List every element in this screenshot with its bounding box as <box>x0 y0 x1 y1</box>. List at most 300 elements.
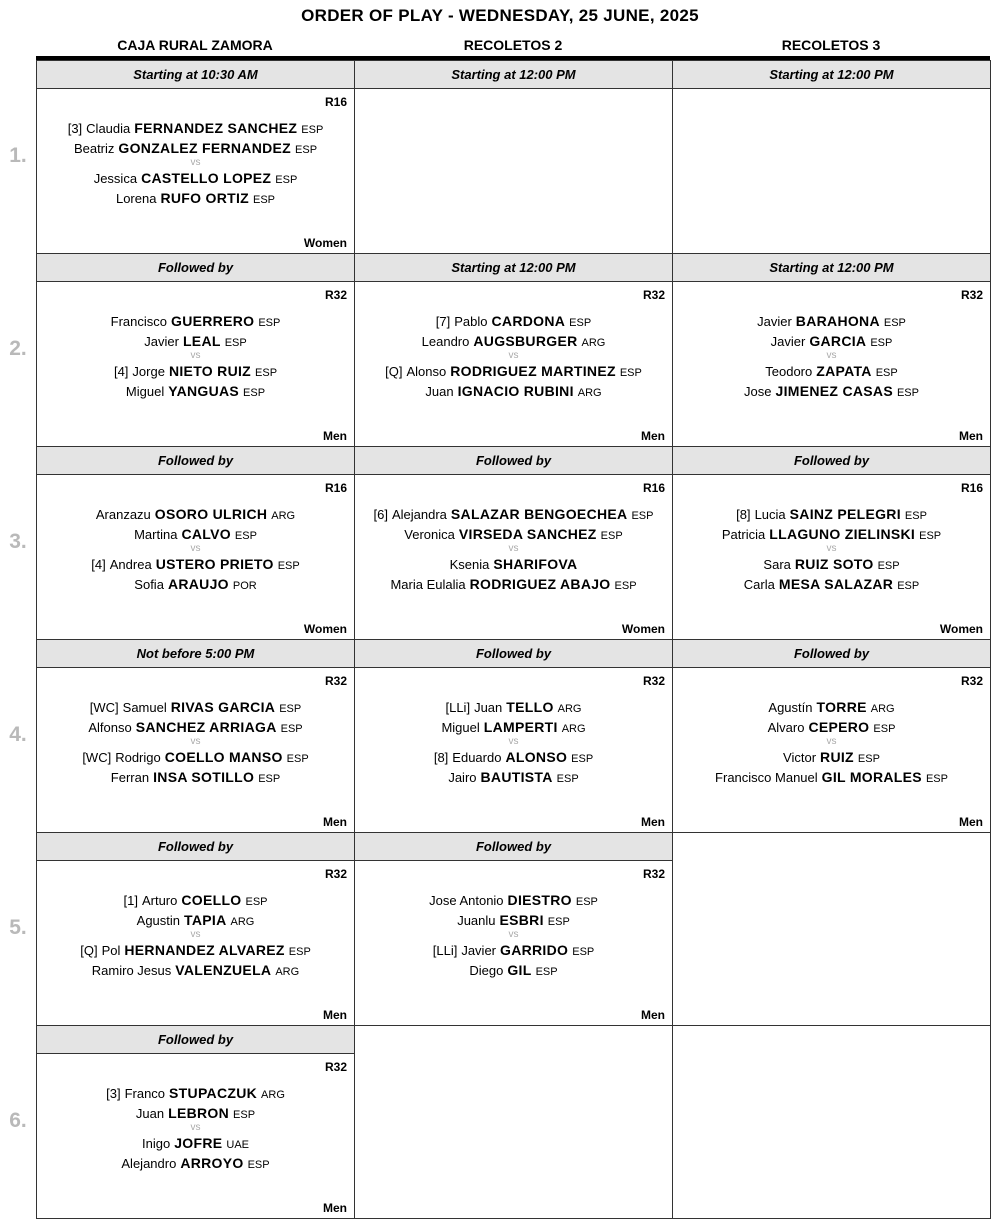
player-nationality: ESP <box>277 560 300 572</box>
player-line <box>37 910 354 930</box>
player-nationality: ESP <box>600 530 623 542</box>
player-surname: IGNACIO RUBINI <box>457 383 574 399</box>
match-cell <box>36 860 355 1026</box>
player-surname: BARAHONA <box>795 313 880 329</box>
player-line <box>37 574 354 594</box>
player-nationality: ESP <box>288 946 311 958</box>
category-label: Men <box>641 1008 665 1022</box>
player-seed: [1] <box>123 893 138 908</box>
player-nationality: ARG <box>561 723 586 735</box>
match-cell <box>672 474 991 640</box>
player-nationality: ESP <box>301 124 324 136</box>
round-label: R16 <box>960 481 983 495</box>
round-label: R32 <box>324 1060 347 1074</box>
player-first-name: Sara <box>763 557 791 572</box>
player-line <box>673 381 990 401</box>
player-surname: OSORO ULRICH <box>154 506 268 522</box>
player-first-name: Jose <box>744 384 772 399</box>
player-line <box>673 697 990 717</box>
player-first-name: Javier <box>770 334 806 349</box>
match-cell <box>672 667 991 833</box>
player-nationality: ARG <box>870 703 895 715</box>
player-line <box>37 1103 354 1123</box>
match-cell <box>354 860 673 1026</box>
category-label: Men <box>959 429 983 443</box>
player-nationality: ESP <box>572 946 595 958</box>
player-first-name: Carla <box>743 577 775 592</box>
player-line <box>37 138 354 158</box>
match-start-header: Followed by <box>354 639 673 668</box>
player-line <box>673 554 990 574</box>
player-seed: [Q] <box>385 364 403 379</box>
player-first-name: Agustin <box>136 913 181 928</box>
round-label: R32 <box>642 674 665 688</box>
player-nationality: ESP <box>233 1109 256 1121</box>
player-surname: SHARIFOVA <box>493 556 578 572</box>
match-start-header: Followed by <box>36 446 355 475</box>
player-nationality: ARG <box>271 510 296 522</box>
player-first-name: Pol <box>101 943 121 958</box>
player-nationality: ARG <box>261 1089 285 1101</box>
player-line <box>37 381 354 401</box>
player-nationality: ARG <box>581 337 606 349</box>
player-nationality: ESP <box>258 773 281 785</box>
players-list <box>673 697 990 787</box>
empty-cell <box>354 1025 673 1219</box>
round-label: R32 <box>642 288 665 302</box>
player-surname: SAINZ PELEGRI <box>789 506 901 522</box>
vs-label: vs <box>190 929 201 940</box>
player-first-name: Juan <box>425 384 454 399</box>
player-surname: ARROYO <box>180 1155 244 1171</box>
player-surname: USTERO PRIETO <box>155 556 274 572</box>
player-line <box>37 504 354 524</box>
player-surname: RUIZ SOTO <box>794 556 874 572</box>
player-surname: INSA SOTILLO <box>153 769 255 785</box>
player-line <box>355 311 672 331</box>
round-label: R32 <box>960 674 983 688</box>
round-label: R32 <box>324 674 347 688</box>
player-surname: ZAPATA <box>816 363 872 379</box>
round-label: R32 <box>642 867 665 881</box>
player-first-name: Agustín <box>768 700 813 715</box>
player-nationality: ESP <box>873 723 896 735</box>
player-surname: GIL <box>507 962 532 978</box>
player-first-name: Veronica <box>404 527 455 542</box>
player-first-name: Leandro <box>421 334 470 349</box>
player-nationality: ESP <box>571 753 594 765</box>
player-line <box>37 331 354 351</box>
player-nationality: UAE <box>226 1139 249 1151</box>
player-first-name: Beatriz <box>73 141 115 156</box>
player-first-name: Javier <box>144 334 179 349</box>
player-surname: LEBRON <box>168 1105 230 1121</box>
player-surname: COELLO MANSO <box>164 749 283 765</box>
player-surname: GARRIDO <box>500 942 569 958</box>
player-line <box>355 747 672 767</box>
player-line <box>673 361 990 381</box>
player-first-name: Franco <box>124 1086 166 1101</box>
player-surname: RUFO ORTIZ <box>160 190 249 206</box>
match-start-header: Followed by <box>672 446 991 475</box>
player-nationality: ESP <box>925 773 948 785</box>
match-cell <box>354 88 673 254</box>
player-first-name: Diego <box>469 963 504 978</box>
vs-label: vs <box>508 350 519 361</box>
round-label: R16 <box>642 481 665 495</box>
player-nationality: ESP <box>247 1159 270 1171</box>
player-first-name: Samuel <box>122 700 167 715</box>
player-nationality: ESP <box>255 367 278 379</box>
players-list <box>355 311 672 401</box>
player-first-name: Francisco <box>110 314 168 329</box>
player-nationality: ESP <box>870 337 893 349</box>
player-first-name: Teodoro <box>765 364 813 379</box>
match-start-header: Starting at 12:00 PM <box>354 253 673 282</box>
match-cell <box>36 667 355 833</box>
category-label: Men <box>323 1008 347 1022</box>
player-nationality: ESP <box>619 367 642 379</box>
category-label: Women <box>303 236 347 250</box>
player-nationality: ARG <box>230 916 255 928</box>
player-nationality: ESP <box>279 703 302 715</box>
player-surname: GIL MORALES <box>821 769 922 785</box>
player-nationality: ESP <box>245 896 268 908</box>
page-title: ORDER OF PLAY - WEDNESDAY, 25 JUNE, 2025 <box>301 6 699 25</box>
player-first-name: Ramiro Jesus <box>91 963 172 978</box>
player-nationality: ESP <box>614 580 637 592</box>
player-surname: ALONSO <box>505 749 568 765</box>
match-start-header: Starting at 12:00 PM <box>672 60 991 89</box>
player-seed: [WC] <box>89 700 119 715</box>
player-line <box>37 697 354 717</box>
player-seed: [4] <box>113 364 129 379</box>
player-first-name: Eduardo <box>452 750 502 765</box>
player-line <box>673 767 990 787</box>
player-seed: [Q] <box>80 943 98 958</box>
player-first-name: Arturo <box>141 893 178 908</box>
player-surname: RUIZ <box>820 749 854 765</box>
player-surname: GARCIA <box>809 333 867 349</box>
player-line <box>37 1083 354 1103</box>
player-nationality: ARG <box>577 387 602 399</box>
player-first-name: Juan <box>135 1106 165 1121</box>
player-first-name: Alonso <box>406 364 447 379</box>
player-surname: AUGSBURGER <box>473 333 578 349</box>
player-surname: JIMENEZ CASAS <box>775 383 893 399</box>
match-cell <box>672 281 991 447</box>
player-surname: DIESTRO <box>507 892 572 908</box>
player-first-name: Alejandra <box>391 507 447 522</box>
player-nationality: ESP <box>258 317 281 329</box>
round-label: R16 <box>324 481 347 495</box>
player-surname: TORRE <box>816 699 867 715</box>
player-line <box>355 697 672 717</box>
player-line <box>673 747 990 767</box>
player-surname: CALVO <box>181 526 231 542</box>
player-first-name: Ksenia <box>449 557 490 572</box>
vs-label: vs <box>190 736 201 747</box>
vs-label: vs <box>190 157 201 168</box>
player-nationality: ESP <box>295 144 318 156</box>
player-surname: GONZALEZ FERNANDEZ <box>118 140 292 156</box>
vs-label: vs <box>190 1122 201 1133</box>
player-line <box>673 524 990 544</box>
player-line <box>37 747 354 767</box>
row-number: 5. <box>9 916 27 939</box>
player-nationality: ESP <box>224 337 247 349</box>
players-list <box>37 890 354 980</box>
round-label: R16 <box>324 95 347 109</box>
player-surname: COELLO <box>181 892 242 908</box>
empty-cell <box>672 832 991 1026</box>
player-surname: MESA SALAZAR <box>778 576 894 592</box>
player-first-name: Jessica <box>93 171 138 186</box>
player-first-name: Jose Antonio <box>429 893 504 908</box>
player-line <box>355 960 672 980</box>
players-list <box>355 697 672 787</box>
player-seed: [7] <box>435 314 451 329</box>
player-nationality: ESP <box>253 194 276 206</box>
player-seed: [8] <box>736 507 751 522</box>
player-surname: LLAGUNO ZIELINSKI <box>769 526 916 542</box>
player-first-name: Javier <box>461 943 497 958</box>
category-label: Women <box>621 622 665 636</box>
round-label: R32 <box>324 867 347 881</box>
player-first-name: Sofia <box>134 577 164 592</box>
match-start-header: Followed by <box>354 446 673 475</box>
vs-label: vs <box>508 929 519 940</box>
player-first-name: Victor <box>783 750 817 765</box>
player-surname: CASTELLO LOPEZ <box>141 170 272 186</box>
round-label: R32 <box>960 288 983 302</box>
match-cell <box>36 281 355 447</box>
players-list <box>355 890 672 980</box>
player-surname: RIVAS GARCIA <box>170 699 276 715</box>
player-surname: RODRIGUEZ ABAJO <box>469 576 611 592</box>
empty-cell <box>672 1025 991 1219</box>
vs-label: vs <box>826 350 837 361</box>
row-number: 4. <box>9 723 27 746</box>
player-surname: VIRSEDA SANCHEZ <box>458 526 597 542</box>
player-line <box>37 361 354 381</box>
player-line <box>37 1153 354 1173</box>
player-first-name: Claudia <box>86 121 131 136</box>
vs-label: vs <box>826 543 837 554</box>
player-surname: JOFRE <box>174 1135 223 1151</box>
round-label: R32 <box>324 288 347 302</box>
player-surname: CEPERO <box>808 719 870 735</box>
player-surname: BAUTISTA <box>480 769 553 785</box>
player-seed: [LLi] <box>432 943 458 958</box>
player-surname: YANGUAS <box>168 383 240 399</box>
court-name-1: CAJA RURAL ZAMORA <box>117 37 273 53</box>
player-surname: LAMPERTI <box>483 719 558 735</box>
player-first-name: Aranzazu <box>95 507 151 522</box>
players-list <box>37 697 354 787</box>
player-surname: NIETO RUIZ <box>168 363 252 379</box>
player-first-name: Alvaro <box>767 720 805 735</box>
player-nationality: ESP <box>569 317 592 329</box>
player-line <box>673 311 990 331</box>
match-cell <box>672 88 991 254</box>
player-surname: ARAUJO <box>167 576 229 592</box>
court-name-3: RECOLETOS 3 <box>781 37 881 53</box>
player-nationality: ESP <box>286 753 309 765</box>
player-nationality: ESP <box>556 773 579 785</box>
player-seed: [4] <box>91 557 106 572</box>
players-list <box>37 311 354 401</box>
player-nationality: ESP <box>877 560 900 572</box>
category-label: Men <box>641 429 665 443</box>
category-label: Men <box>959 815 983 829</box>
row-number: 2. <box>9 337 27 360</box>
player-line <box>355 361 672 381</box>
player-surname: SALAZAR BENGOECHEA <box>450 506 628 522</box>
players-list <box>37 1083 354 1173</box>
player-seed: [LLi] <box>445 700 471 715</box>
player-first-name: Juan <box>474 700 503 715</box>
player-line <box>355 504 672 524</box>
match-cell <box>36 474 355 640</box>
player-line <box>37 940 354 960</box>
player-line <box>37 168 354 188</box>
match-start-header: Starting at 10:30 AM <box>36 60 355 89</box>
vs-label: vs <box>508 736 519 747</box>
player-first-name: Rodrigo <box>115 750 161 765</box>
category-label: Men <box>323 1201 347 1215</box>
player-nationality: ESP <box>904 510 927 522</box>
player-line <box>355 574 672 594</box>
player-line <box>355 554 672 574</box>
player-surname: LEAL <box>182 333 221 349</box>
player-first-name: Jorge <box>132 364 165 379</box>
player-first-name: Andrea <box>109 557 152 572</box>
player-first-name: Francisco Manuel <box>715 770 818 785</box>
player-nationality: ESP <box>535 966 558 978</box>
player-nationality: ARG <box>557 703 582 715</box>
player-nationality: ESP <box>897 580 920 592</box>
player-line <box>673 504 990 524</box>
match-start-header: Starting at 12:00 PM <box>672 253 991 282</box>
player-line <box>355 910 672 930</box>
match-cell <box>36 88 355 254</box>
player-line <box>673 574 990 594</box>
player-line <box>37 524 354 544</box>
players-list <box>37 118 354 208</box>
player-surname: FERNANDEZ SANCHEZ <box>134 120 298 136</box>
player-line <box>37 311 354 331</box>
category-label: Men <box>323 815 347 829</box>
players-list <box>355 504 672 594</box>
player-first-name: Lorena <box>115 191 157 206</box>
player-line <box>673 331 990 351</box>
court-name-2: RECOLETOS 2 <box>463 37 563 53</box>
player-seed: [6] <box>373 507 388 522</box>
player-line <box>37 1133 354 1153</box>
player-nationality: ESP <box>631 510 654 522</box>
player-nationality: ESP <box>547 916 570 928</box>
player-nationality: ESP <box>575 896 598 908</box>
match-start-header: Starting at 12:00 PM <box>354 60 673 89</box>
vs-label: vs <box>508 543 519 554</box>
player-line <box>355 717 672 737</box>
player-surname: ESBRI <box>499 912 544 928</box>
player-line <box>355 940 672 960</box>
player-seed: [3] <box>67 121 83 136</box>
player-surname: STUPACZUK <box>169 1085 258 1101</box>
player-first-name: Ferran <box>110 770 150 785</box>
player-first-name: Alejandro <box>121 1156 177 1171</box>
player-surname: TAPIA <box>184 912 227 928</box>
player-line <box>355 524 672 544</box>
player-line <box>37 767 354 787</box>
match-start-header: Followed by <box>672 639 991 668</box>
match-cell <box>354 667 673 833</box>
player-surname: SANCHEZ ARRIAGA <box>135 719 277 735</box>
player-nationality: ESP <box>919 530 942 542</box>
player-first-name: Maria Eulalia <box>390 577 466 592</box>
player-surname: HERNANDEZ ALVAREZ <box>124 942 285 958</box>
vs-label: vs <box>826 736 837 747</box>
match-cell <box>354 281 673 447</box>
player-line <box>37 717 354 737</box>
player-seed: [3] <box>106 1086 121 1101</box>
player-first-name: Miguel <box>125 384 165 399</box>
row-number: 6. <box>9 1109 27 1132</box>
category-label: Men <box>323 429 347 443</box>
player-first-name: Pablo <box>454 314 488 329</box>
players-list <box>673 504 990 594</box>
category-label: Men <box>641 815 665 829</box>
player-surname: VALENZUELA <box>175 962 272 978</box>
player-line <box>355 767 672 787</box>
player-surname: RODRIGUEZ MARTINEZ <box>450 363 616 379</box>
player-line <box>37 890 354 910</box>
match-start-header: Followed by <box>36 832 355 861</box>
category-label: Women <box>303 622 347 636</box>
player-line <box>37 960 354 980</box>
player-nationality: ARG <box>275 966 300 978</box>
row-number: 3. <box>9 530 27 553</box>
players-list <box>673 311 990 401</box>
player-nationality: ESP <box>883 317 906 329</box>
player-line <box>37 188 354 208</box>
player-first-name: Javier <box>757 314 792 329</box>
player-seed: [8] <box>433 750 449 765</box>
player-nationality: POR <box>232 580 257 592</box>
player-first-name: Martina <box>134 527 178 542</box>
player-line <box>355 331 672 351</box>
row-number: 1. <box>9 144 27 167</box>
player-surname: CARDONA <box>491 313 566 329</box>
match-start-header: Followed by <box>36 253 355 282</box>
player-nationality: ESP <box>243 387 266 399</box>
player-line <box>673 717 990 737</box>
player-line <box>37 118 354 138</box>
match-start-header: Not before 5:00 PM <box>36 639 355 668</box>
player-surname: GUERRERO <box>171 313 255 329</box>
players-list <box>37 504 354 594</box>
match-cell <box>354 474 673 640</box>
match-start-header: Followed by <box>354 832 673 861</box>
player-nationality: ESP <box>280 723 303 735</box>
player-line <box>355 381 672 401</box>
player-nationality: ESP <box>857 753 880 765</box>
player-first-name: Lucia <box>754 507 786 522</box>
match-cell <box>36 1053 355 1219</box>
player-line <box>355 890 672 910</box>
